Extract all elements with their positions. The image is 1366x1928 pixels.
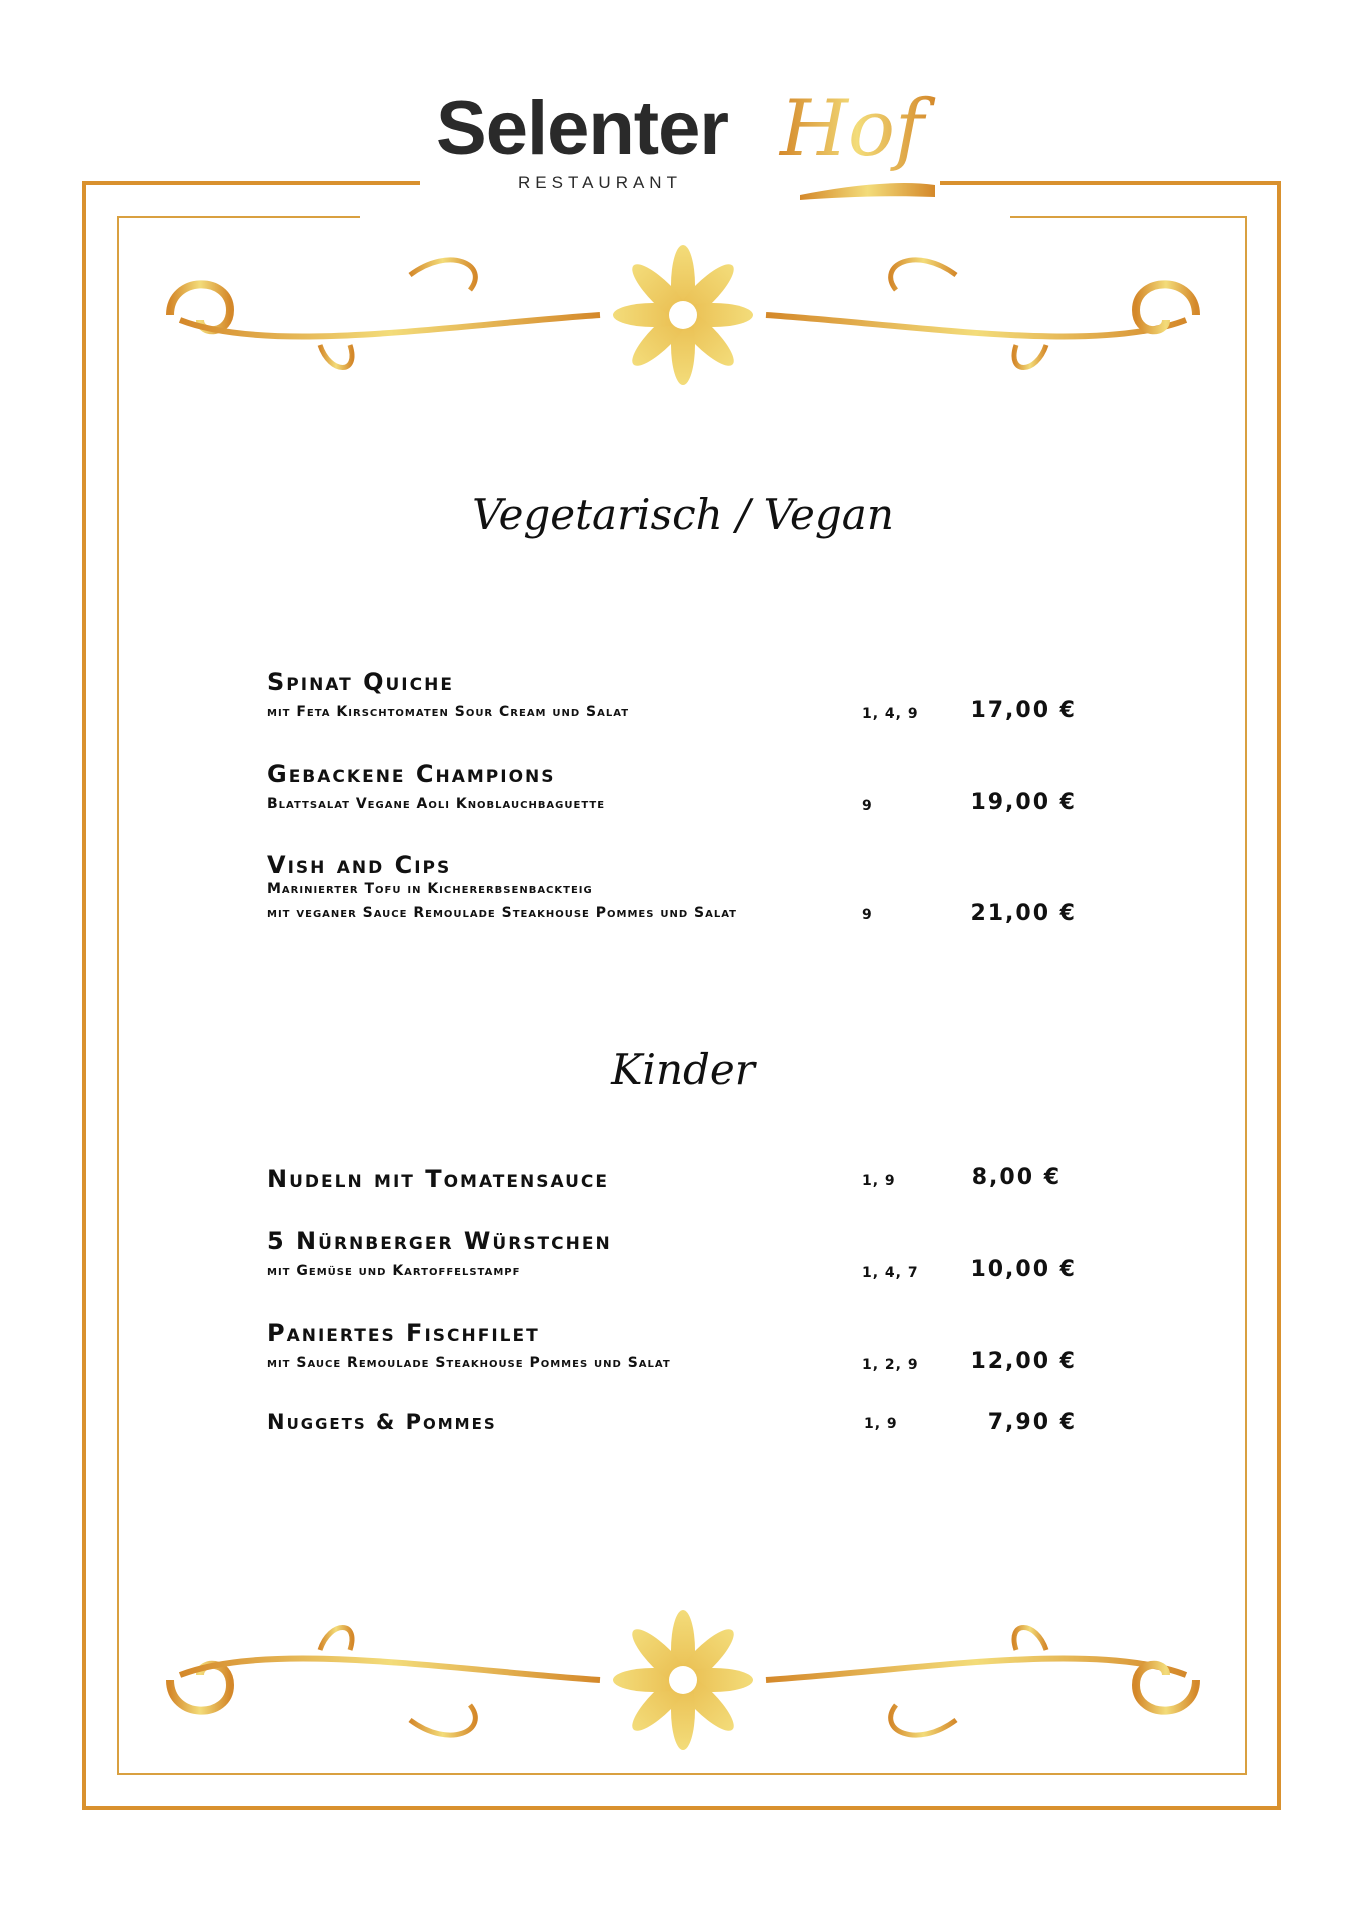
- item-allergens: 1, 9: [862, 1173, 896, 1189]
- item-description: mit Feta Kirschtomaten Sour Cream und Salat: [267, 704, 630, 720]
- item-price: 7,90 €: [987, 1410, 1077, 1435]
- inner-frame: [117, 216, 1247, 1775]
- item-name: Nudeln mit Tomatensauce: [267, 1165, 610, 1193]
- item-allergens: 9: [862, 907, 873, 923]
- menu-item: [267, 851, 1087, 926]
- menu-item: [267, 1165, 1087, 1193]
- item-name: Paniertes Fischfilet: [267, 1319, 540, 1347]
- item-price: 8,00 €: [971, 1165, 1061, 1190]
- item-description: Marinierter Tofu in Kichererbsenbackteig: [267, 881, 593, 897]
- item-description: Blattsalat Vegane Aoli Knoblauchbaguette: [267, 796, 606, 812]
- item-allergens: 1, 4, 7: [862, 1265, 919, 1281]
- brand-logo: [430, 85, 940, 215]
- section-title-kids: Kinder: [611, 1045, 755, 1094]
- item-name: 5 Nürnberger Würstchen: [267, 1227, 612, 1255]
- item-allergens: 1, 4, 9: [862, 706, 919, 722]
- item-price: 10,00 €: [970, 1257, 1077, 1282]
- item-description: mit veganer Sauce Remoulade Steakhouse Pommes und Salat: [267, 905, 737, 921]
- menu-item: [267, 1319, 1087, 1374]
- item-name: Gebackene Champions: [267, 760, 556, 788]
- top-ornament: [150, 235, 1216, 395]
- item-description: mit Gemüse und Kartoffelstampf: [267, 1263, 521, 1279]
- item-price: 19,00 €: [970, 790, 1077, 815]
- menu-item: [267, 1410, 1087, 1434]
- bottom-ornament: [150, 1600, 1216, 1760]
- menu-item: [267, 760, 1087, 815]
- brand-script-hof: [760, 85, 940, 205]
- item-description: mit Sauce Remoulade Steakhouse Pommes und Salat: [267, 1355, 671, 1371]
- item-name: Nuggets & Pommes: [267, 1410, 497, 1434]
- item-name: Vish and Cips: [267, 851, 452, 879]
- menu-item: [267, 1227, 1087, 1282]
- item-allergens: 9: [862, 798, 873, 814]
- item-allergens: 1, 2, 9: [862, 1357, 919, 1373]
- brand-script: Hof: [780, 85, 924, 174]
- brand-subtitle: RESTAURANT: [518, 173, 682, 192]
- item-price: 21,00 €: [970, 901, 1077, 926]
- section-title-vegetarian: Vegetarisch / Vegan: [472, 490, 894, 539]
- item-price: 17,00 €: [970, 698, 1077, 723]
- item-price: 12,00 €: [970, 1349, 1077, 1374]
- menu-item: [267, 668, 1087, 723]
- item-name: Spinat Quiche: [267, 668, 454, 696]
- item-allergens: 1, 9: [864, 1416, 898, 1432]
- brand-name: Selenter: [436, 86, 728, 171]
